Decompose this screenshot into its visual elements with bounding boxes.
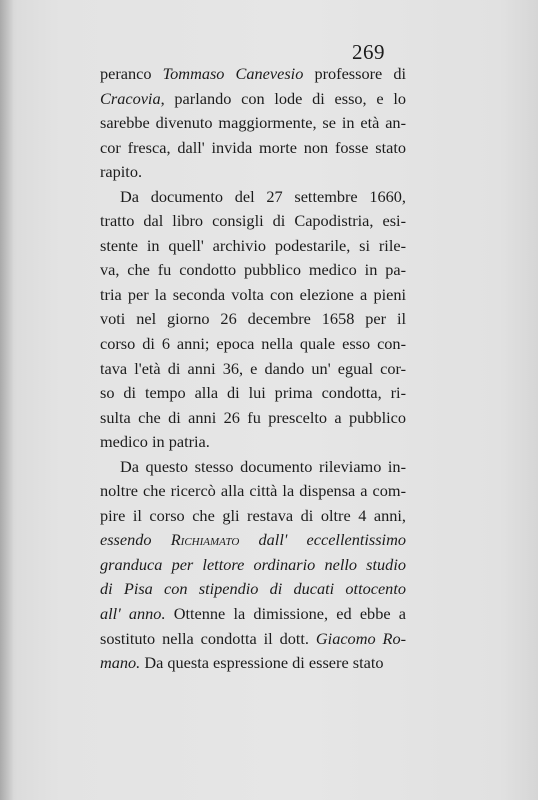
page-number: 269: [352, 40, 385, 64]
text-line: [100, 430, 406, 455]
italic-text: granduca per lettore ordinario nello studio: [100, 554, 406, 574]
text-line: [100, 87, 406, 112]
text-line: [100, 381, 406, 406]
text-line: [100, 528, 406, 553]
text-line: [100, 283, 406, 308]
italic-text: dall' eccellentissimo: [239, 530, 406, 550]
text-line: [100, 504, 406, 529]
italic-text: all' anno.: [100, 604, 166, 624]
text-run: noltre che ricercò alla città la dispensa a com-: [100, 481, 406, 501]
text-line: [100, 111, 406, 136]
text-line: [100, 406, 406, 431]
text-run: stente in quell' archivio podestarile, si rile-: [100, 235, 406, 255]
text-run: Da questo stesso documento rileviamo in-: [120, 456, 406, 476]
text-run: medico in patria.: [100, 432, 210, 452]
italic-text: essendo: [100, 530, 171, 550]
paragraph: [100, 185, 406, 455]
text-line: [100, 185, 406, 210]
italic-text: mano.: [100, 653, 141, 673]
text-run: sostituto nella condotta il dott.: [100, 628, 316, 648]
italic-text: Giacomo Ro-: [315, 628, 407, 648]
text-line: [100, 136, 406, 161]
text-run: , parlando con lode di esso, e lo: [160, 88, 406, 108]
text-run: pire il corso che gli restava di oltre 4 anni,: [100, 505, 406, 525]
text-run: so di tempo alla di lui prima condotta, ri-: [100, 383, 406, 403]
text-run: tratto dal libro consigli di Capodistria, esi-: [100, 211, 406, 231]
text-run: sarebbe divenuto maggiormente, se in età an-: [100, 113, 406, 133]
text-run: tava l'età di anni 36, e dando un' egual cor-: [100, 358, 406, 378]
italic-text: di Pisa con stipendio di ducati ottocento: [100, 579, 406, 599]
body-text: [100, 62, 406, 676]
text-run: tria per la seconda volta con elezione a pieni: [100, 284, 406, 304]
text-line: [100, 577, 406, 602]
text-line: [100, 258, 406, 283]
text-run: sulta che di anni 26 fu prescelto a pubblico: [100, 407, 406, 427]
text-run: corso di 6 anni; epoca nella quale esso con-: [100, 334, 406, 354]
paragraph: [100, 62, 406, 185]
text-run: cor fresca, dall' invida morte non fosse stato: [100, 137, 406, 157]
text-run: Ottenne la dimissione, ed ebbe a: [165, 604, 406, 624]
text-line: [100, 234, 406, 259]
italic-text: Cracovia: [100, 88, 161, 108]
text-run: va, che fu condotto pubblico medico in pa-: [100, 260, 406, 280]
text-run: Da documento del 27 settembre 1660,: [120, 186, 406, 206]
italic-text: Tommaso Canevesio: [162, 64, 304, 83]
text-line: [100, 357, 406, 382]
text-line: [100, 62, 406, 87]
text-line: [100, 307, 406, 332]
text-line: [100, 332, 406, 357]
text-line: [100, 455, 406, 480]
text-line: [100, 627, 406, 652]
small-caps-text: Richiamato: [170, 530, 240, 550]
text-line: [100, 160, 406, 185]
text-line: [100, 651, 406, 676]
text-run: Da questa espressione di essere stato: [140, 653, 384, 673]
text-line: [100, 479, 406, 504]
paragraph: [100, 455, 406, 676]
text-run: rapito.: [100, 162, 143, 182]
text-line: [100, 209, 406, 234]
text-run: professore di: [303, 64, 406, 83]
text-line: [100, 602, 406, 627]
text-run: voti nel giorno 26 decembre 1658 per il: [100, 309, 406, 329]
page-gutter-shadow: [0, 0, 14, 800]
text-line: [100, 553, 406, 578]
text-run: peranco: [100, 64, 163, 83]
